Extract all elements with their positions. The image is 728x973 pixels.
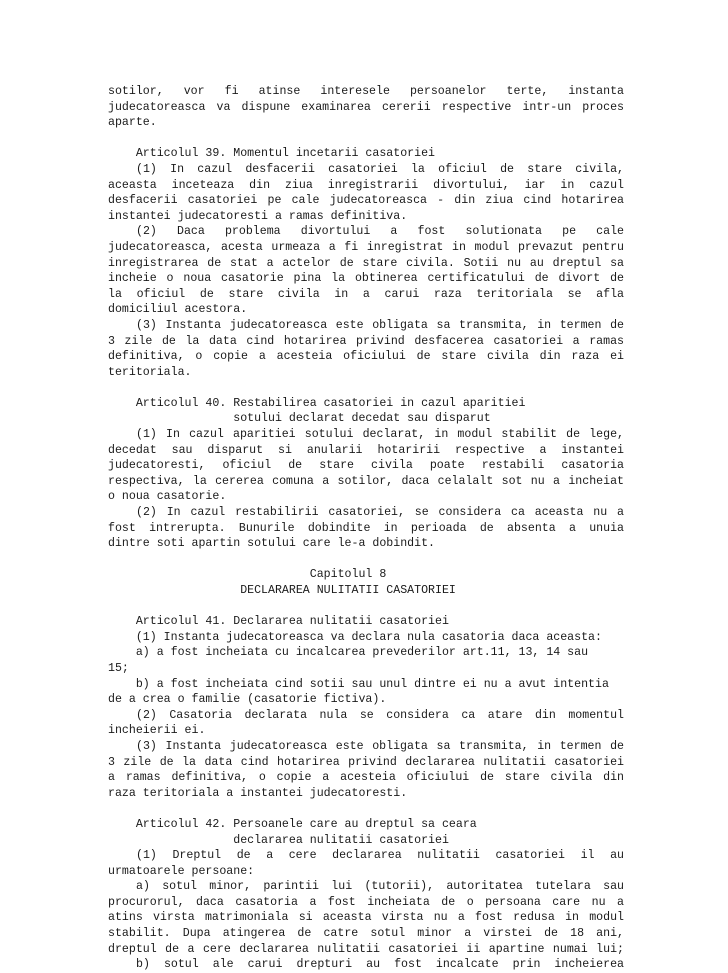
text-line: (2) Casatoria declarata nula se considera ca atare din momentul [136,708,624,722]
text-line: aparte. [108,116,157,130]
text-line: desfacerii casatoriei pe cale judecatoreasca - din ziua cind hotarirea [108,194,624,208]
blank-line [108,599,624,615]
text-line: judecatoreasca, acesta urmeaza a fi inregistrat in modul prevazut pentru [108,240,624,254]
text-line: (2) Daca problema divortului a fost solutionata pe cale [136,225,624,239]
text-line: (1) Dreptul de a cere declararea nulitatii casatoriei il au [136,849,624,863]
text-line: 3 zile de la data cind hotarirea privind declararea nulitatii casatoriei [108,755,624,769]
text-line: teritoriala. [108,365,192,379]
text-line: (1) Instanta judecatoreasca va declara nula casatoria daca aceasta: [108,630,602,644]
text-line: decedat sau disparut si anularii hotaririi respective a instantei [108,443,624,457]
text-line: incheierii ei. [108,724,206,738]
text-line: b) a fost incheiata cind sotii sau unul dintre ei nu a avut intentia [108,677,609,691]
text-line: Articolul 41. Declararea nulitatii casatoriei [108,615,449,629]
text-line: declararea nulitatii casatoriei [108,833,449,847]
text-line: atins virsta matrimoniala si aceasta virsta nu a fost redusa in modul [108,911,624,925]
text-line: procurorul, daca casatoria a fost incheiata de o persoana care nu a [108,895,624,909]
text-line: definitiva, o copie a acesteia oficiului de stare civila din raza ei [108,350,624,364]
text-line: dreptul de a cere declararea nulitatii casatoriei ii apartine numai lui; [108,942,624,956]
text-line: o noua casatorie. [108,490,227,504]
text-line: sotului declarat decedat sau disparut [108,412,491,426]
document-body [108,84,624,973]
text-line: a) a fost incheiata cu incalcarea prevederilor art.11, 13, 14 sau [108,646,589,660]
text-line: (1) In cazul aparitiei sotului declarat, in modul stabilit de lege, [136,428,624,442]
blank-line [108,801,624,817]
text-line: stabilit. Dupa atingerea de catre sotul minor a virstei de 18 ani, [108,927,624,941]
text-line: judecatoreasca va dispune examinarea cererii respective intr-un proces [108,100,624,114]
text-line: raza teritoriala a instantei judecatoresti. [108,786,408,800]
text-line: Capitolul 8 [108,568,387,582]
text-line: 15; [108,661,129,675]
text-line: la oficiul de stare civila in a carui raza teritoriala se afla [108,287,624,301]
blank-line [108,552,624,568]
text-line: aceasta inceteaza din ziua inregistrarii divortului, iar in cazul [108,178,624,192]
text-line: b) sotul ale carui drepturi au fost incalcate prin incheierea [136,958,624,972]
text-line: dintre soti apartin sotului care le-a dobindit. [108,537,435,551]
blank-line [108,380,624,396]
text-line: urmatoarele persoane: [108,864,255,878]
text-line: de a crea o familie (casatorie fictiva). [108,693,387,707]
text-line: judecatoresti, oficiul de stare civila poate restabili casatoria [108,459,624,473]
text-line: DECLARAREA NULITATII CASATORIEI [108,584,456,597]
text-line: 3 zile de la data cind hotarirea privind desfacerea casatoriei a ramas [108,334,624,348]
text-line: sotilor, vor fi atinse interesele persoanelor terte, instanta [108,85,624,98]
text-line: instantei judecatoresti a ramas definitiva. [108,209,408,223]
text-line: (1) In cazul desfacerii casatoriei la oficiul de stare civila, [136,162,624,176]
blank-line [108,131,624,147]
text-line: a ramas definitiva, o copie a acesteia oficiului de stare civila din [108,771,624,785]
text-line: (3) Instanta judecatoreasca este obligata sa transmita, in termen de [136,318,624,332]
text-line: a) sotul minor, parintii lui (tutorii), autoritatea tutelara sau [136,880,624,894]
text-line: incheie o noua casatorie pina la obtinerea certificatului de divort de [108,272,624,286]
text-line: domiciliul acestora. [108,303,248,317]
text-line: Articolul 40. Restabilirea casatoriei in cazul aparitiei [108,396,526,410]
text-line: fost intrerupta. Bunurile dobindite in perioada de absenta a unuia [108,521,624,535]
text-line: Articolul 39. Momentul incetarii casatoriei [108,147,435,161]
text-line: (2) In cazul restabilirii casatoriei, se considera ca aceasta nu a [136,506,624,520]
text-line: Articolul 42. Persoanele care au dreptul sa ceara [108,817,477,831]
text-line: respectiva, la cererea comuna a sotilor, daca celalalt sot nu a incheiat [108,474,624,488]
text-line: inregistrarea de stat a actelor de stare civila. Sotii nu au dreptul sa [108,256,624,270]
text-line: (3) Instanta judecatoreasca este obligata sa transmita, in termen de [136,739,624,753]
